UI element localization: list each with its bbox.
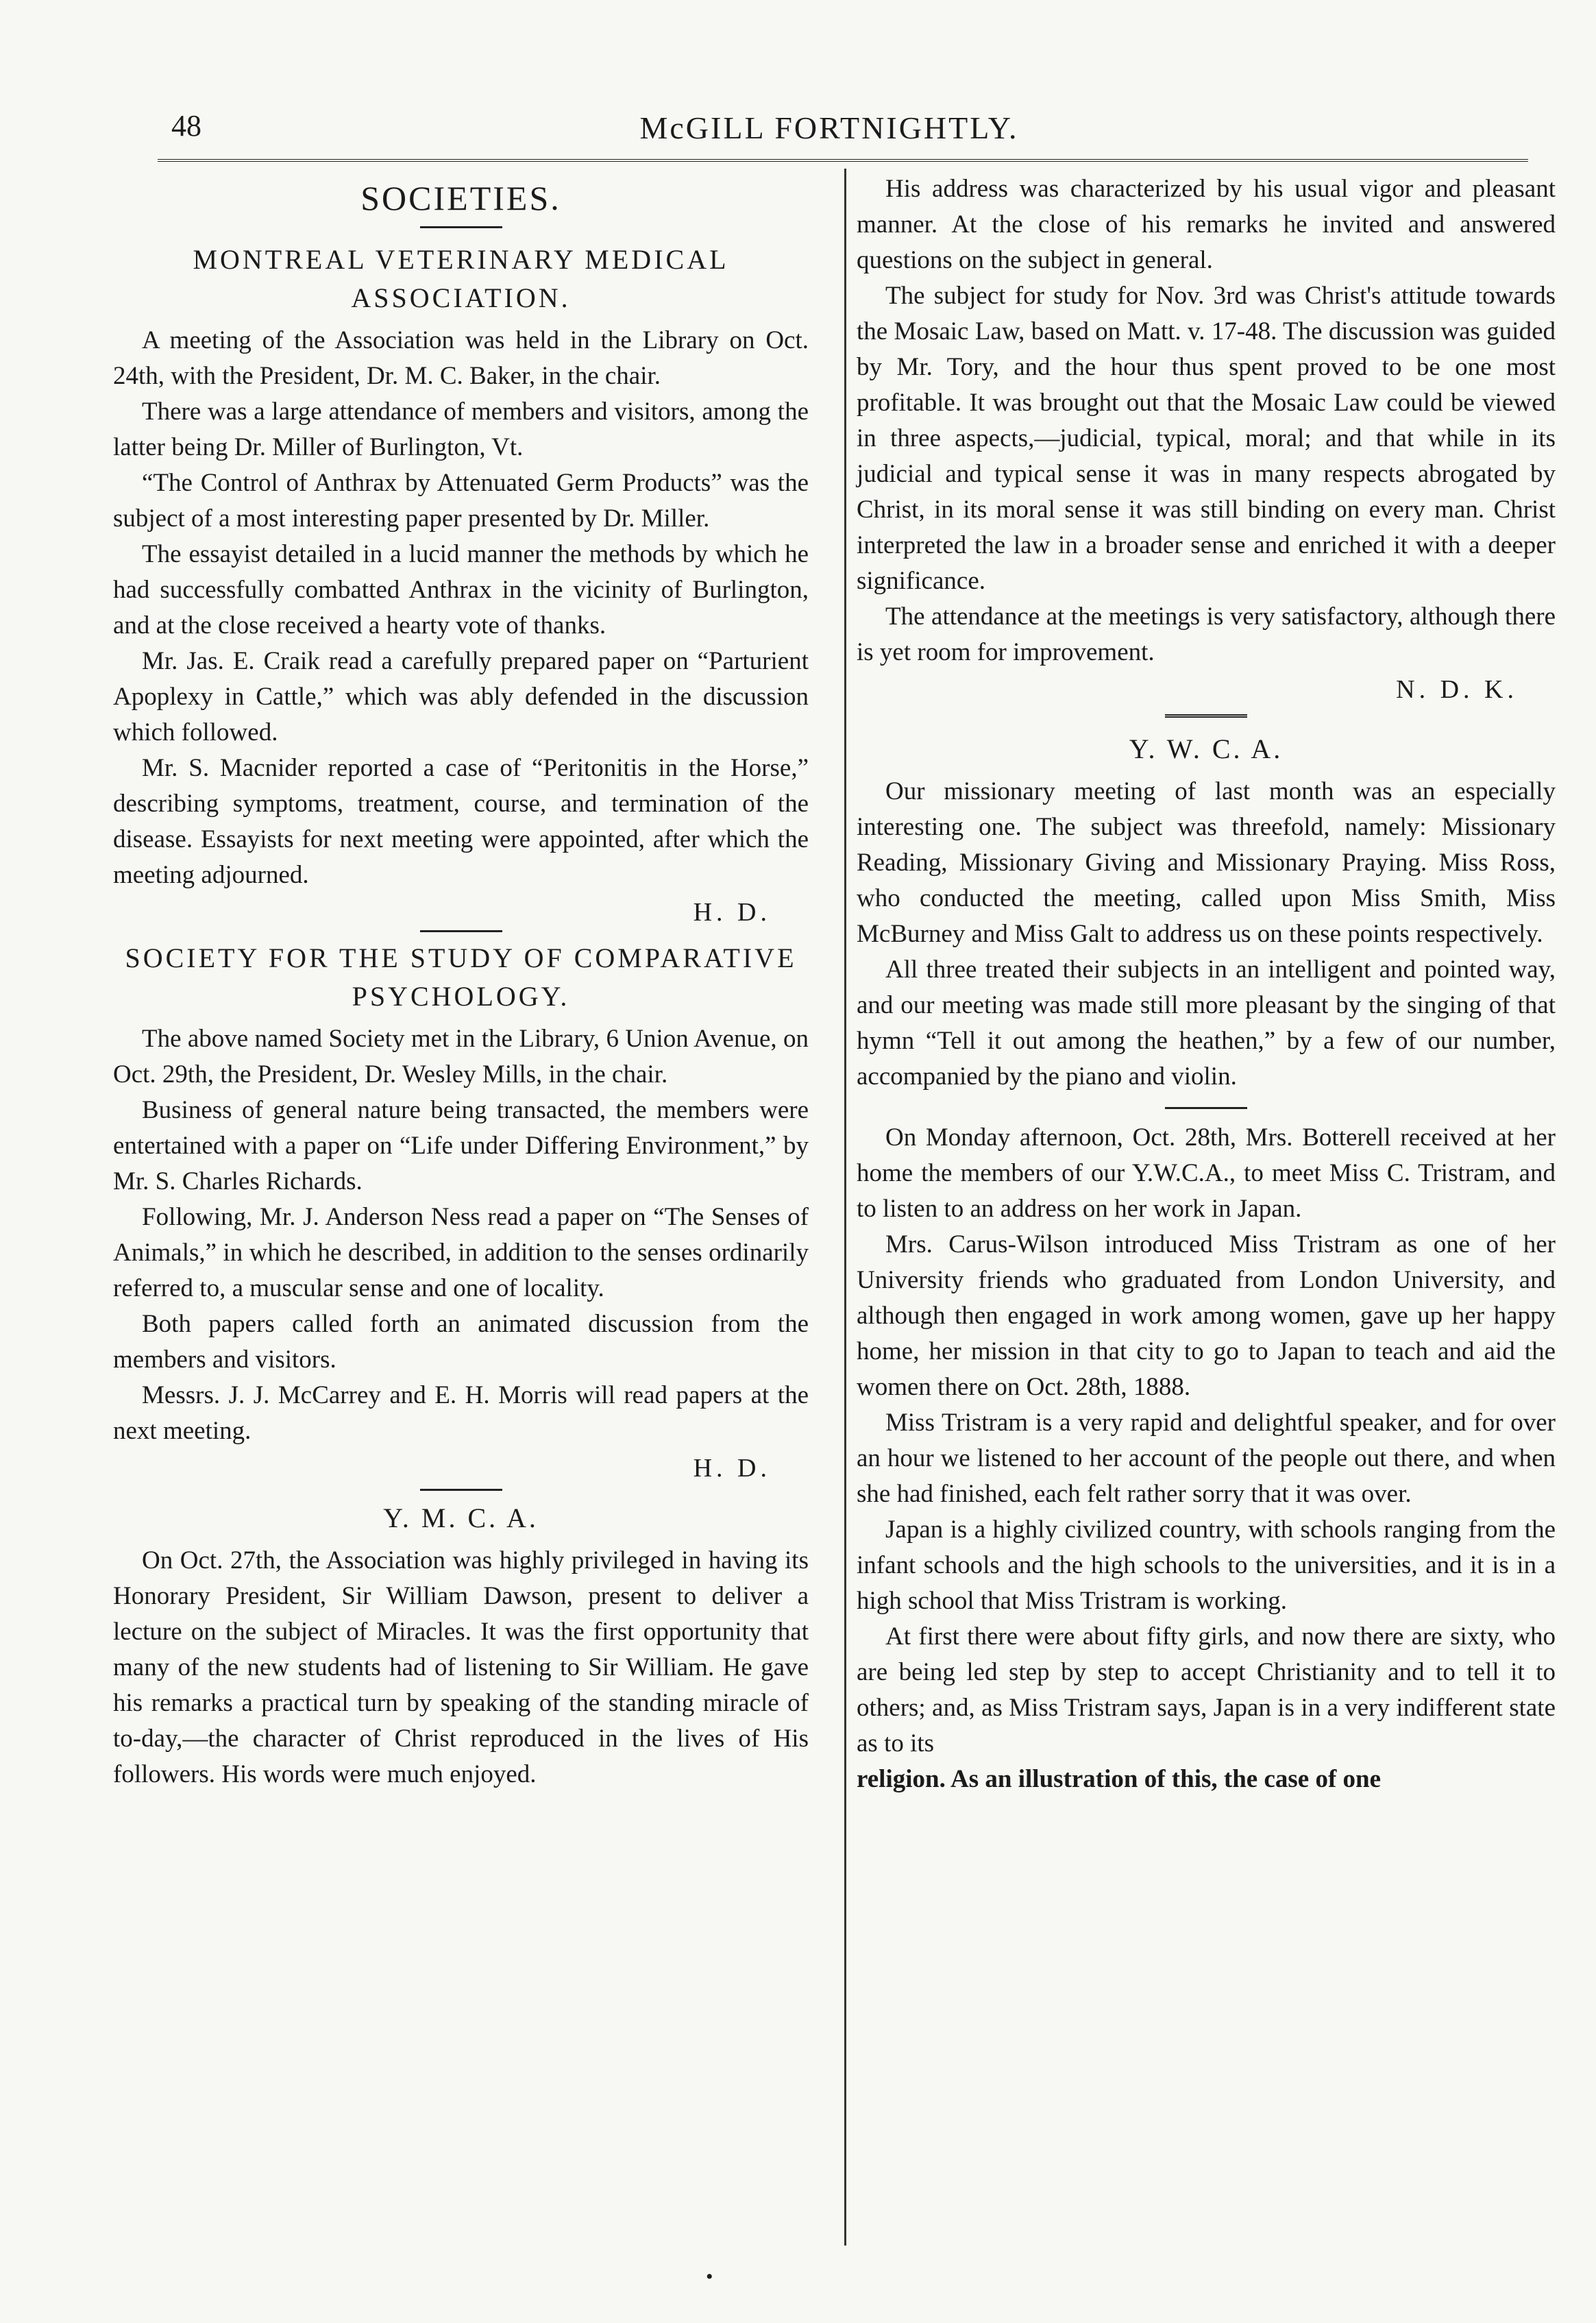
column-divider xyxy=(844,169,846,2246)
paragraph: Miss Tristram is a very rapid and delightful speaker, and for over an hour we listened to her account of the people out there, and when she had finished, each felt rather sorry that it was over. xyxy=(857,1409,1556,1508)
paragraph: Mr. Jas. E. Craik read a carefully prepared paper on “Parturient Apoplexy in Cattle,” which was ably defended in the discussion which followed. xyxy=(113,647,809,746)
signature: H. D. xyxy=(693,898,771,927)
paragraph: Mrs. Carus-Wilson introduced Miss Tristram as one of her University friends who graduated from London University, and although then engaged in work among women, gave up her happy home, her mission in that city to go to Japan to teach and aid the women there on Oct. 28th, 1888. xyxy=(857,1230,1556,1401)
paragraph: Mr. S. Macnider reported a case of “Peritonitis in the Horse,” describing symptoms, treatment, course, and termination of the disease. Essayists for next meeting were appointed, after which the meeting adjourned. xyxy=(113,754,809,889)
page-dot: • xyxy=(706,2265,713,2288)
signature: N. D. K. xyxy=(1396,675,1518,704)
page-number: 48 xyxy=(171,109,201,143)
section-title-psychology: SOCIETY FOR THE STUDY OF COMPARATIVE PSYCHOLOGY. xyxy=(125,942,797,1012)
paragraph: Our missionary meeting of last month was an especially interesting one. The subject was threefold, namely: Missionary Reading, Missionary Giving and Missionary Praying. Miss Ross, who conducted the meeting, called upon Miss Smith, Miss McBurney and Miss Galt to address us on these points respectively. xyxy=(857,777,1556,948)
left-column xyxy=(113,171,809,1792)
paragraph: The above named Society met in the Library, 6 Union Avenue, on Oct. 29th, the President, Dr. Wesley Mills, in the chair. xyxy=(113,1025,809,1088)
signature: H. D. xyxy=(693,1454,771,1483)
header-rule xyxy=(158,159,1528,162)
paragraph: “The Control of Anthrax by Attenuated Germ Products” was the subject of a most interesting paper presented by Dr. Miller. xyxy=(113,469,809,533)
paragraph: A meeting of the Association was held in the Library on Oct. 24th, with the President, Dr. M. C. Baker, in the chair. xyxy=(113,326,809,390)
running-title: McGILL FORTNIGHTLY. xyxy=(639,110,1019,145)
paragraph: The essayist detailed in a lucid manner the methods by which he had successfully combatted Anthrax in the vicinity of Burlington, and at the close received a hearty vote of thanks. xyxy=(113,540,809,640)
main-heading: SOCIETIES. xyxy=(360,179,561,217)
paragraph: On Monday afternoon, Oct. 28th, Mrs. Botterell received at her home the members of our Y.W.C.A., to meet Miss C. Tristram, and to listen to an address on her work in Japan. xyxy=(857,1123,1556,1223)
section-rule xyxy=(420,1489,502,1491)
paragraph: His address was characterized by his usual vigor and pleasant manner. At the close of his remarks he invited and answered questions on the subject in general. xyxy=(857,175,1556,274)
paragraph: Both papers called forth an animated discussion from the members and visitors. xyxy=(113,1310,809,1374)
paragraph: On Oct. 27th, the Association was highly privileged in having its Honorary President, Sir William Dawson, present to deliver a lecture on the subject of Miracles. It was the first opportunity that many of the new students had of listening to Sir William. He gave his remarks a practical turn by speaking of the standing miracle of to-day,—the character of Christ reproduced in the lives of His followers. His words were much enjoyed. xyxy=(113,1546,809,1788)
paragraph: Japan is a highly civilized country, with schools ranging from the infant schools and the high schools to the universities, and it is in a high school that Miss Tristram is working. xyxy=(857,1516,1556,1615)
section-title-ywca: Y. W. C. A. xyxy=(1129,733,1284,764)
section-rule xyxy=(420,930,502,932)
page-header xyxy=(158,101,1501,156)
paragraph: The subject for study for Nov. 3rd was Christ's attitude towards the Mosaic Law, based on Matt. v. 17-48. The discussion was guided by Mr. Tory, and the hour thus spent proved to be one most profitable. It was brought out that the Mosaic Law could be viewed in three aspects,—judicial, typical, moral; and that while in its judicial and typical sense it was in many respects abrogated by Christ, in its moral sense it was still binding on every man. Christ interpreted the law in a broader sense and enriched it with a deeper significance. xyxy=(857,282,1556,595)
paragraph: All three treated their subjects in an intelligent and pointed way, and our meeting was made still more pleasant by the singing of that hymn “Tell it out among the heathen,” by a few of our number, accompanied by the piano and violin. xyxy=(857,956,1556,1091)
paragraph: At first there were about fifty girls, and now there are sixty, who are being led step by step to accept Christianity and to tell it to others; and, as Miss Tristram says, Japan is in a very indifferent state as to its xyxy=(857,1622,1556,1758)
paragraph: There was a large attendance of members and visitors, among the latter being Dr. Miller of Burlington, Vt. xyxy=(113,398,809,461)
paragraph: The attendance at the meetings is very satisfactory, although there is yet room for improvement. xyxy=(857,603,1556,666)
section-rule xyxy=(1165,1107,1247,1109)
section-title-veterinary: MONTREAL VETERINARY MEDICAL ASSOCIATION. xyxy=(193,244,729,313)
paragraph-final-line: religion. As an illustration of this, the case of one xyxy=(857,1765,1382,1793)
right-column xyxy=(857,171,1556,1797)
paragraph: Messrs. J. J. McCarrey and E. H. Morris will read papers at the next meeting. xyxy=(113,1381,809,1445)
paragraph: Business of general nature being transacted, the members were entertained with a paper on “Life under Differing Environment,” by Mr. S. Charles Richards. xyxy=(113,1096,809,1195)
heading-rule xyxy=(420,226,502,228)
section-rule xyxy=(1165,714,1247,718)
section-title-ymca: Y. M. C. A. xyxy=(383,1503,539,1533)
paragraph: Following, Mr. J. Anderson Ness read a paper on “The Senses of Animals,” in which he described, in addition to the senses ordinarily referred to, a muscular sense and one of locality. xyxy=(113,1203,809,1302)
